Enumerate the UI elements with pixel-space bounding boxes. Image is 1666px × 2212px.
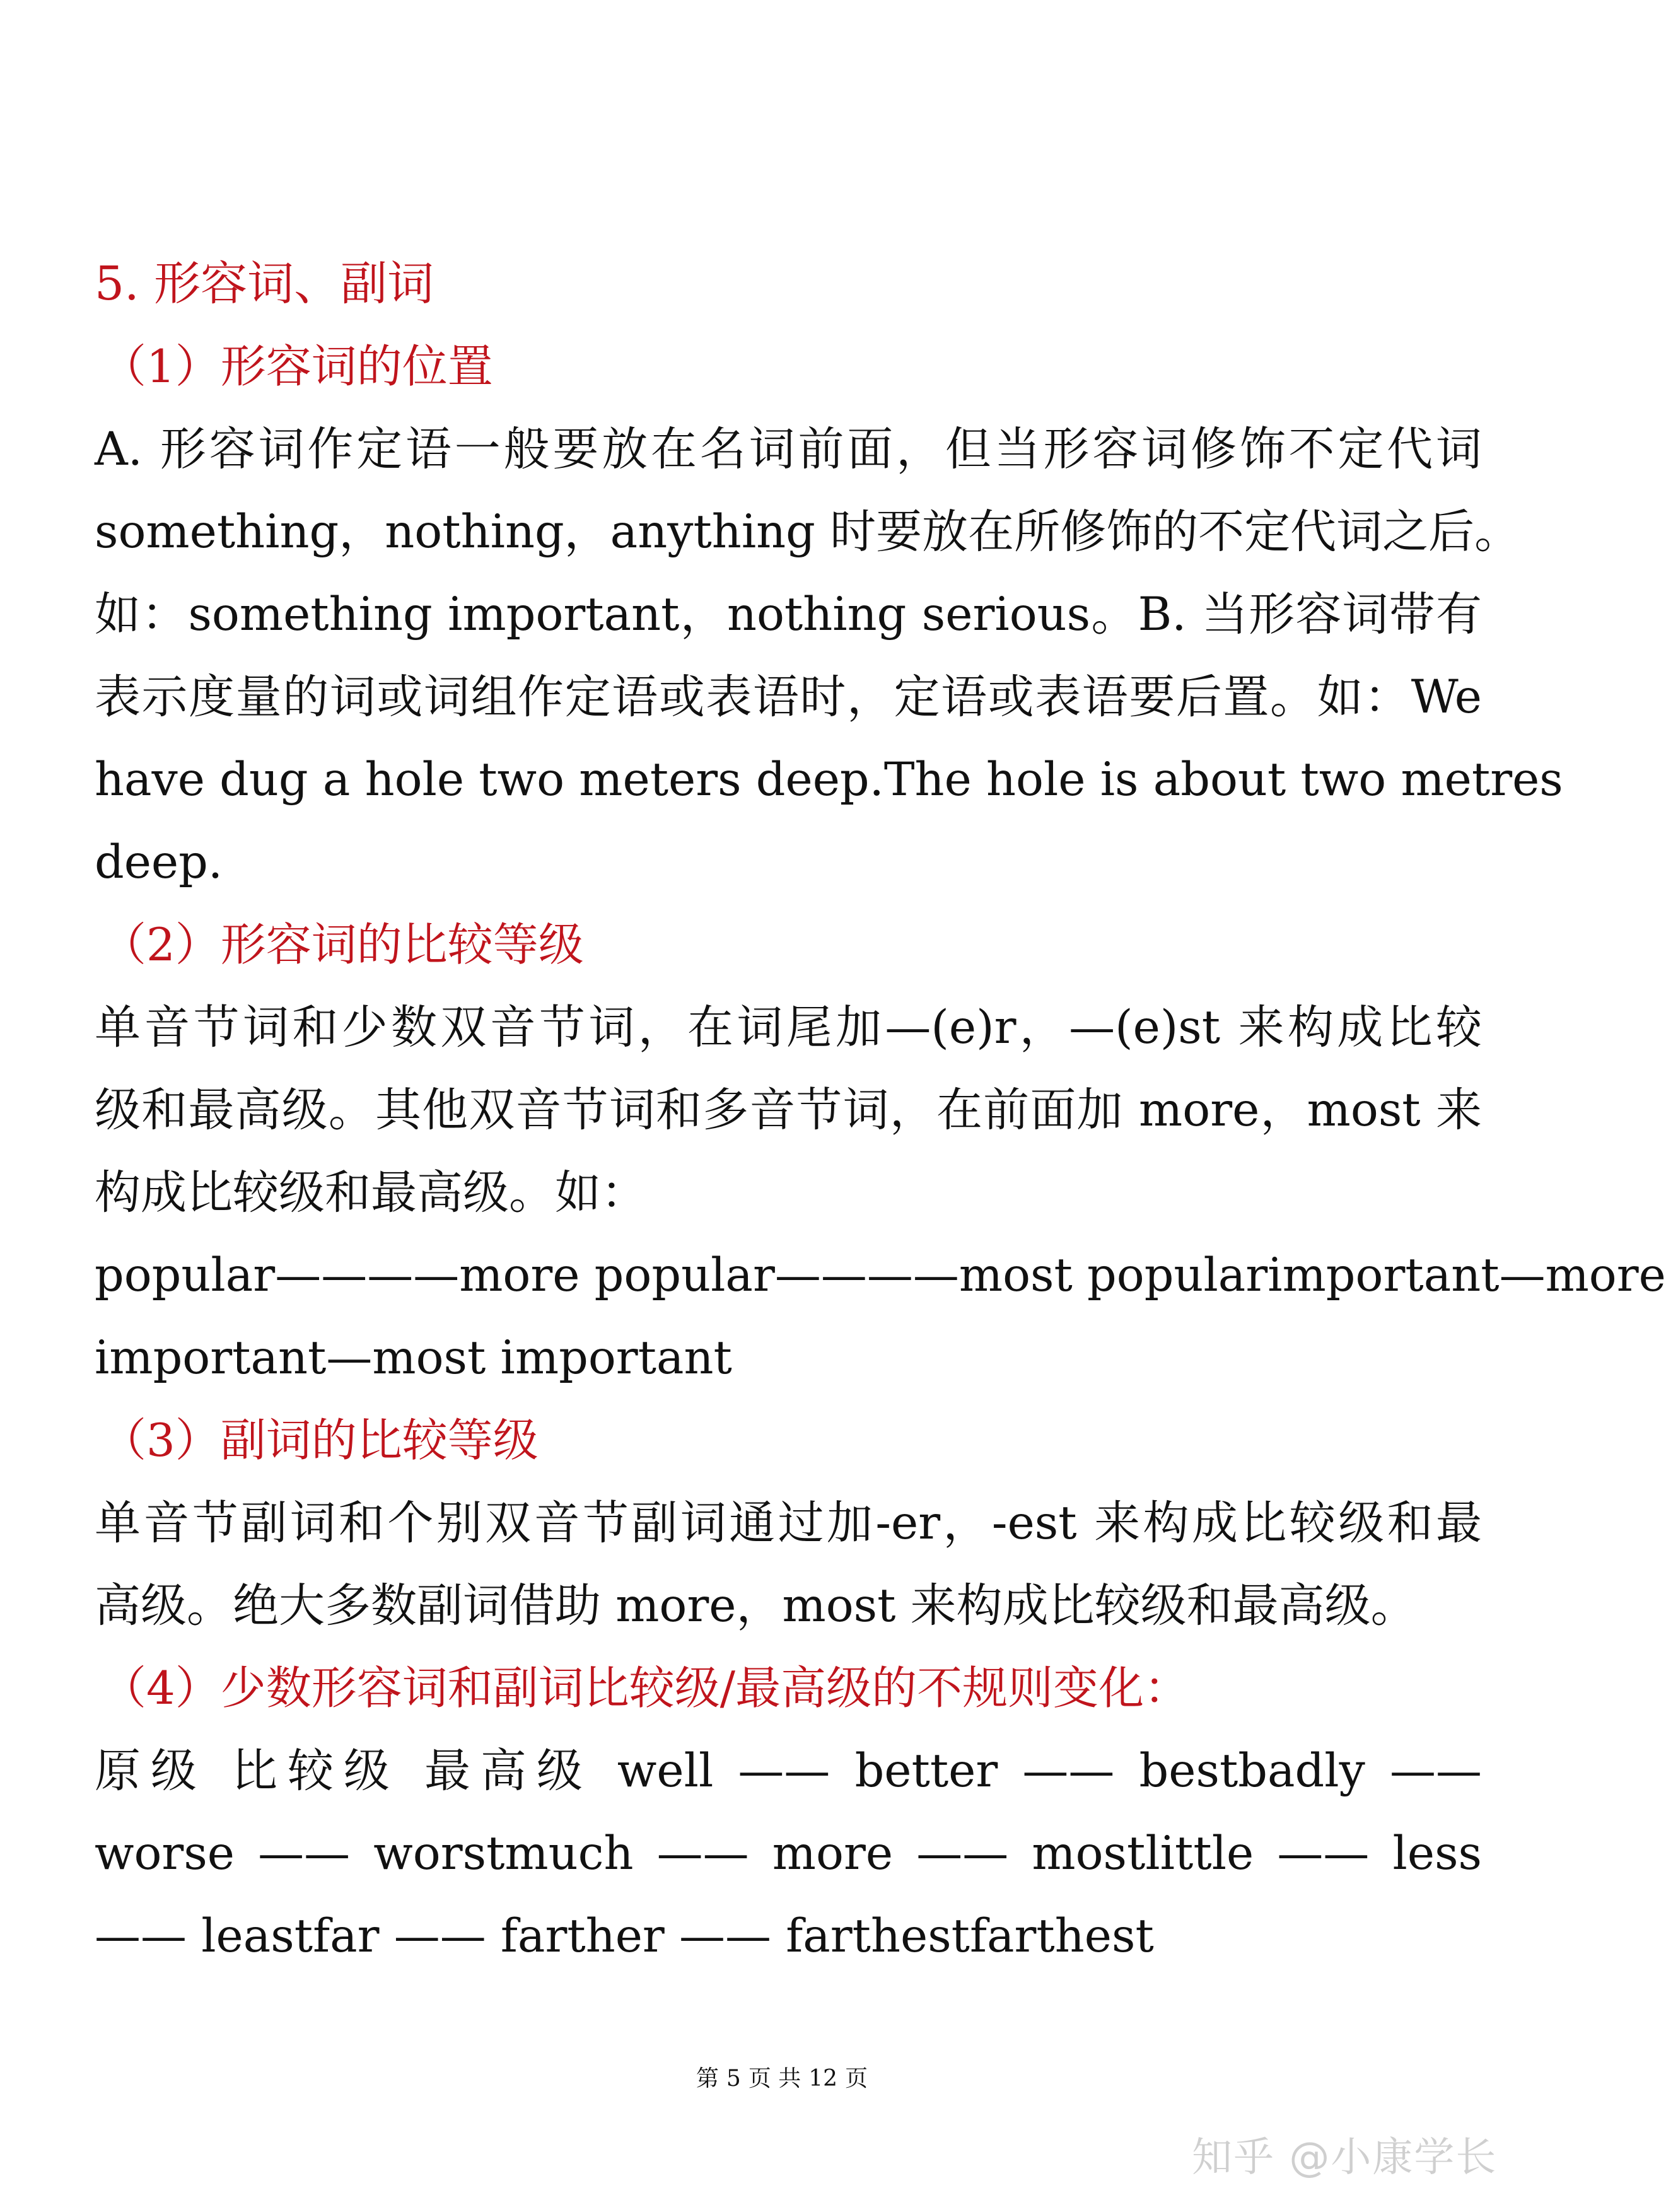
subsection-title-1: （1）形容词的位置	[101, 340, 493, 393]
subsection-title-3: （3）副词的比较等级	[101, 1414, 539, 1467]
paragraph-line: A. 形容词作定语一般要放在名词前面，但当形容词修饰不定代词	[95, 422, 1482, 476]
paragraph-line: popular————more popular————most popularimportant—more	[95, 1249, 1666, 1302]
paragraph-line: 高级。绝大多数副词借助 more，most 来构成比较级和最高级。	[95, 1579, 1417, 1633]
footer-total-pages: 12	[808, 2066, 838, 2092]
paragraph-line: important—most important	[95, 1331, 732, 1385]
paragraph-line: deep.	[95, 835, 223, 889]
subsection-title-2: （2）形容词的比较等级	[101, 918, 584, 971]
footer-middle: 页 共	[748, 2066, 801, 2092]
watermark: 知乎 @小康学长	[1192, 2134, 1498, 2181]
section-title: 5. 形容词、副词	[95, 257, 434, 311]
paragraph-line: 表示度量的词或词组作定语或表语时，定语或表语要后置。如：We	[95, 670, 1482, 724]
paragraph-line: worse —— worstmuch —— more —— mostlittle —— less	[95, 1827, 1482, 1880]
page-footer	[0, 2061, 1564, 2093]
paragraph-line: 单音节词和少数双音节词，在词尾加—(e)r，—(e)st 来构成比较	[95, 1001, 1482, 1054]
paragraph-line: 级和最高级。其他双音节词和多音节词，在前面加 more，most 来	[95, 1083, 1482, 1137]
document-page	[95, 243, 1666, 1977]
paragraph-line: 单音节副词和个别双音节副词通过加-er，-est 来构成比较级和最	[95, 1496, 1482, 1550]
footer-prefix: 第	[696, 2066, 719, 2092]
paragraph-line: have dug a hole two meters deep.The hole is about two metres	[95, 753, 1563, 806]
footer-suffix: 页	[845, 2066, 868, 2092]
paragraph-line: 原级 比较级 最高级 well —— better —— bestbadly ——	[95, 1744, 1482, 1798]
paragraph-line: something，nothing，anything 时要放在所修饰的不定代词之后。	[95, 505, 1521, 559]
footer-page-number: 5	[726, 2066, 741, 2092]
paragraph-line: —— leastfar —— farther —— farthestfarthest	[95, 1909, 1154, 1963]
paragraph-line: 构成比较级和最高级。如：	[95, 1166, 647, 1220]
paragraph-line: 如：something important，nothing serious。B. 当形容词带有	[95, 588, 1482, 641]
subsection-title-4: （4）少数形容词和副词比较级/最高级的不规则变化：	[101, 1662, 1190, 1714]
